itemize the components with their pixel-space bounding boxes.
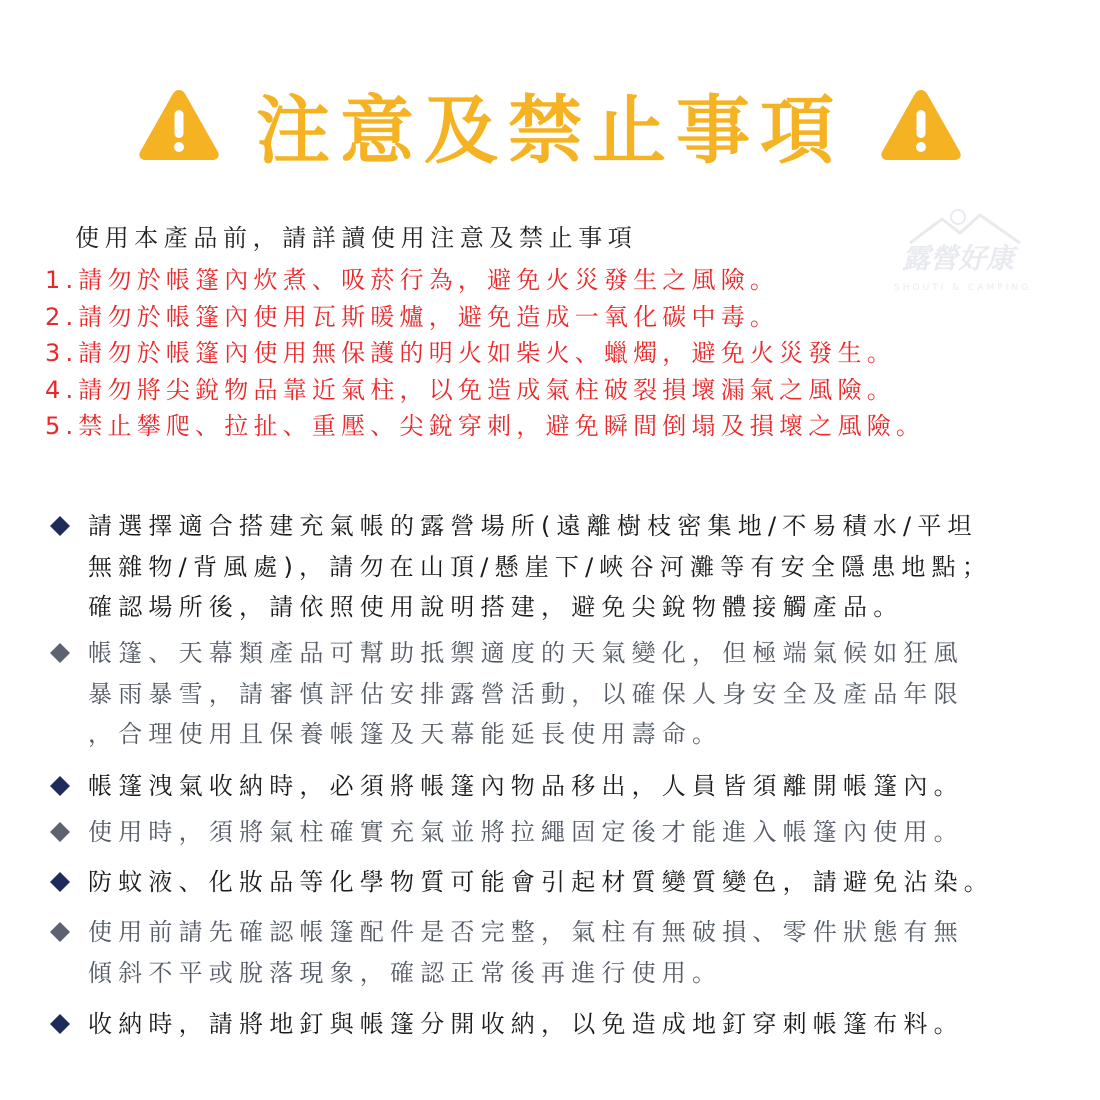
- note-line: 防蚊液、化妝品等化學物質可能會引起材質變質變色，請避免沾染。: [88, 868, 994, 896]
- note-line: 使用前請先確認帳篷配件是否完整，氣柱有無破損、零件狀態有無: [88, 918, 964, 946]
- diamond-bullet-icon: [50, 516, 70, 536]
- prohibition-item: 4.請勿將尖銳物品靠近氣柱，以免造成氣柱破裂損壞漏氣之風險。: [45, 375, 896, 404]
- prohibition-item: 3.請勿於帳篷內使用無保護的明火如柴火、蠟燭，避免火災發生。: [45, 339, 896, 367]
- note-line: 帳篷洩氣收納時，必須將帳篷內物品移出，人員皆須離開帳篷內。: [88, 772, 964, 800]
- note-line: 使用時，須將氣柱確實充氣並將拉繩固定後才能進入帳篷內使用。: [88, 818, 964, 846]
- note-line: 請選擇適合搭建充氣帳的露營場所(遠離樹枝密集地/不易積水/平坦: [88, 512, 978, 540]
- diamond-bullet-icon: [50, 872, 70, 892]
- diamond-bullet-icon: [50, 643, 70, 663]
- note-line: 收納時，請將地釘與帳篷分開收納，以免造成地釘穿刺帳篷布料。: [88, 1010, 964, 1038]
- prohibition-item: 1.請勿於帳篷內炊煮、吸菸行為，避免火災發生之風險。: [45, 266, 780, 294]
- prohibition-item: 2.請勿於帳篷內使用瓦斯暖爐，避免造成一氧化碳中毒。: [45, 302, 780, 331]
- watermark-logo-text: 露營好康: [902, 242, 1015, 275]
- header: [0, 70, 1100, 180]
- diamond-bullet-icon: [50, 822, 70, 842]
- note-line: 帳篷、天幕類產品可幫助抵禦適度的天氣變化，但極端氣候如狂風: [88, 639, 964, 667]
- note-line: 無雜物/背風處)，請勿在山頂/懸崖下/峽谷河灘等有安全隱患地點；: [88, 552, 993, 581]
- watermark-tagline: SHOUTI & CAMPING: [894, 283, 1032, 293]
- note-line: ，合理使用且保養帳篷及天幕能延長使用壽命。: [88, 720, 723, 748]
- page-title: 注意及禁止事項: [256, 88, 844, 174]
- diamond-bullet-icon: [50, 1014, 70, 1034]
- warning-triangle-icon: [136, 86, 222, 164]
- intro-text: 使用本產品前，請詳讀使用注意及禁止事項: [75, 224, 638, 252]
- note-line: 傾斜不平或脫落現象，確認正常後再進行使用。: [88, 958, 723, 987]
- prohibition-list: [45, 262, 925, 445]
- prohibition-item: 5.禁止攀爬、拉扯、重壓、尖銳穿刺，避免瞬間倒塌及損壞之風險。: [45, 412, 926, 440]
- note-line: 暴雨暴雪，請審慎評估安排露營活動，以確保人身安全及產品年限: [88, 679, 964, 708]
- diamond-bullet-icon: [50, 776, 70, 796]
- diamond-bullet-icon: [50, 922, 70, 942]
- warning-triangle-icon: [878, 86, 964, 164]
- note-line: 確認場所後，請依照使用說明搭建，避免尖銳物體接觸產品。: [88, 593, 904, 621]
